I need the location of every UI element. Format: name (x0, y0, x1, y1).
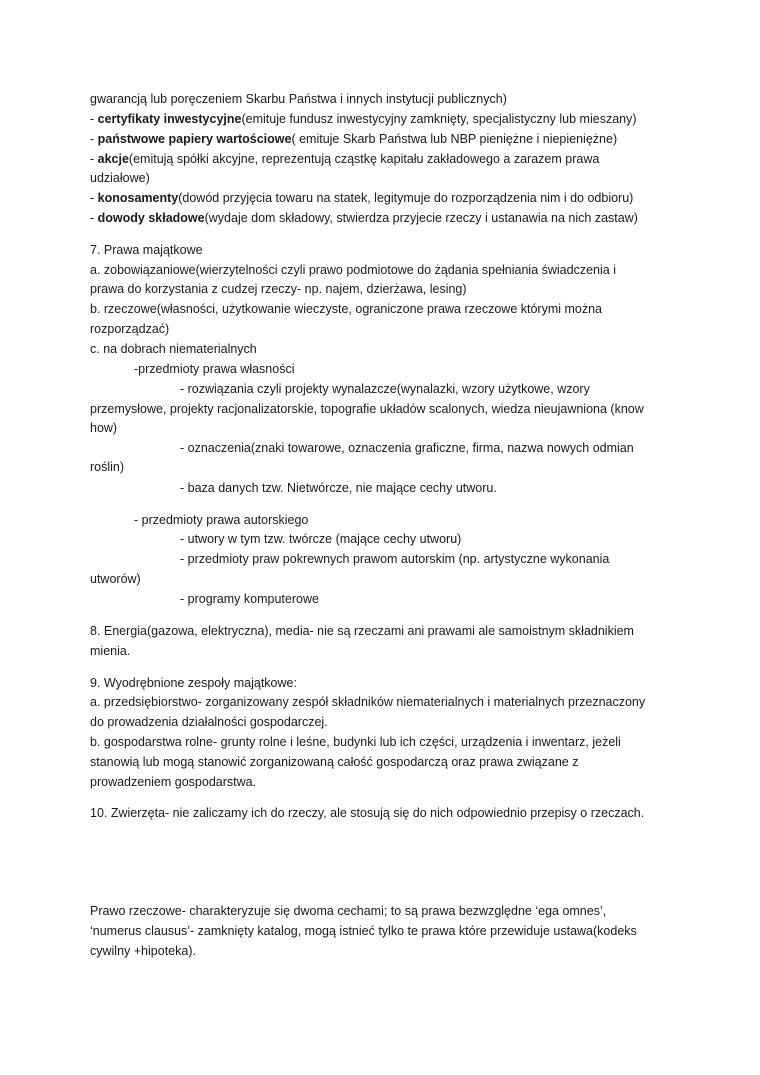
property-rights-item: - oznaczenia(znaki towarowe, oznaczenia graficzne, firma, nazwa nowych odmian (180, 441, 634, 455)
section-9-b-line: b. gospodarstwa rolne- grunty rolne i leśne, budynki lub ich części, urządzenia i inwentarz, jeżeli (90, 735, 621, 749)
section-8-line: mienia. (90, 644, 131, 658)
section-9-a-line: do prowadzenia działalności gospodarczej. (90, 715, 328, 729)
securities-item (90, 131, 617, 147)
item-term: dowody składowe (97, 211, 205, 225)
item-term: państwowe papiery wartościowe (97, 132, 292, 146)
securities-item (90, 210, 638, 226)
item-prefix: - (90, 152, 98, 166)
securities-item (90, 111, 637, 127)
section-10-line: 10. Zwierzęta- nie zaliczamy ich do rzeczy, ale stosują się do nich odpowiednio przepisy o rzeczach. (90, 806, 645, 820)
property-rights-item-continuation: how) (90, 421, 118, 435)
copyright-item: - przedmioty praw pokrewnych prawom autorskim (np. artystyczne wykonania (180, 552, 610, 566)
property-rights-item: - rozwiązania czyli projekty wynalazcze(wynalazki, wzory użytkowe, wzory (180, 382, 590, 396)
item-term: konosamenty (97, 191, 179, 205)
closing-line: ‘numerus clausus’- zamknięty katalog, mogą istnieć tylko te prawa które przewiduje ustawa(kodeks (90, 924, 637, 938)
copyright-item: - programy komputerowe (180, 592, 319, 606)
item-term: certyfikaty inwestycyjne (97, 112, 242, 126)
section-9-a-line: a. przedsiębiorstwo- zorganizowany zespół składników niematerialnych i materialnych przeznaczony (90, 695, 646, 709)
closing-line: Prawo rzeczowe- charakteryzuje się dwoma cechami; to są prawa bezwzględne ‘ega omnes’, (90, 904, 607, 918)
intro-line: gwarancją lub poręczeniem Skarbu Państwa i innych instytucji publicznych) (90, 92, 507, 106)
section-7-b-line: rozporządzać) (90, 322, 170, 336)
property-rights-item: - baza danych tzw. Nietwórcze, nie mające cechy utworu. (180, 481, 497, 495)
section-8-line: 8. Energia(gazowa, elektryczna), media- nie są rzeczami ani prawami ale samoistnym składnikiem (90, 624, 634, 638)
item-description: (emituje fundusz inwestycyjny zamknięty, specjalistyczny lub mieszany) (241, 112, 637, 126)
copyright-heading: - przedmioty prawa autorskiego (134, 513, 309, 527)
item-description: (wydaje dom składowy, stwierdza przyjecie rzeczy i ustanawia na nich zastaw) (204, 211, 638, 225)
property-rights-heading: -przedmioty prawa własności (134, 362, 295, 376)
item-prefix: - (90, 191, 98, 205)
item-term: akcje (97, 152, 129, 166)
copyright-item-continuation: utworów) (90, 572, 141, 586)
section-7-a-line: prawa do korzystania z cudzej rzeczy- np. najem, dzierżawa, lesing) (90, 282, 467, 296)
item-description: (dowód przyjęcia towaru na statek, legitymuje do rozporządzenia nim i do odbioru) (178, 191, 634, 205)
property-rights-item-continuation: roślin) (90, 460, 125, 474)
securities-item (90, 151, 599, 167)
item-description: udziałowe) (90, 171, 150, 185)
securities-item-continuation (90, 170, 150, 186)
section-7-heading: 7. Prawa majątkowe (90, 243, 203, 257)
item-prefix: - (90, 211, 98, 225)
item-description: (emitują spółki akcyjne, reprezentują cząstkę kapitału zakładowego a zarazem prawa (128, 152, 600, 166)
section-9-b-line: stanowią lub mogą stanowić zorganizowaną całość gospodarczą oraz prawa związane z (90, 755, 579, 769)
securities-item (90, 190, 633, 206)
item-description: ( emituje Skarb Państwa lub NBP pieniężne i niepieniężne) (291, 132, 618, 146)
section-7-c-line: c. na dobrach niematerialnych (90, 342, 257, 356)
closing-line: cywilny +hipoteka). (90, 944, 196, 958)
copyright-item: - utwory w tym tzw. twórcze (mające cechy utworu) (180, 532, 462, 546)
item-prefix: - (90, 112, 98, 126)
property-rights-item-continuation: przemysłowe, projekty racjonalizatorskie, topografie układów scalonych, wiedza nieujawniona (know (90, 402, 644, 416)
section-9-b-line: prowadzeniem gospodarstwa. (90, 775, 257, 789)
section-7-a-line: a. zobowiązaniowe(wierzytelności czyli prawo podmiotowe do żądania spełniania świadczenia i (90, 263, 616, 277)
section-7-b-line: b. rzeczowe(własności, użytkowanie wieczyste, ograniczone prawa rzeczowe którymi można (90, 302, 603, 316)
item-prefix: - (90, 132, 98, 146)
section-9-heading: 9. Wyodrębnione zespoły majątkowe: (90, 676, 297, 690)
